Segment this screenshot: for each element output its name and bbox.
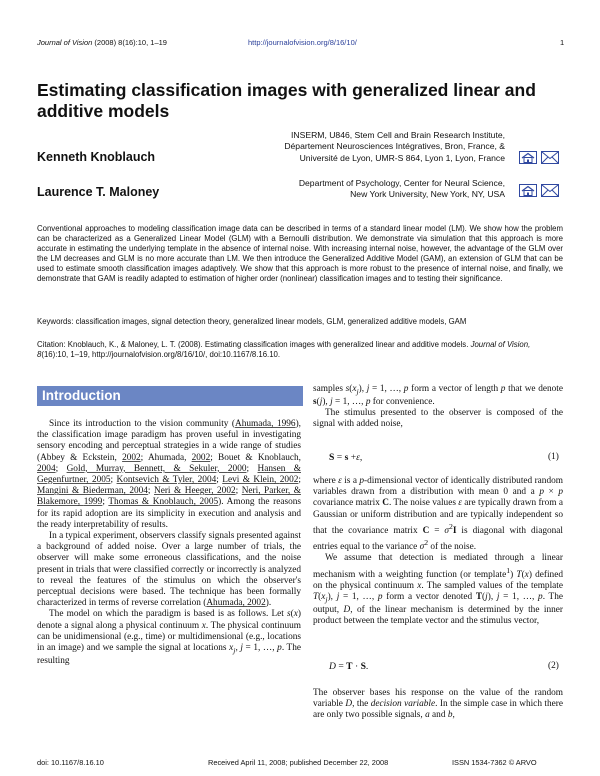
footnote-link[interactable]: 1 xyxy=(506,565,511,575)
column-right-end xyxy=(313,688,563,722)
mail-icon[interactable] xyxy=(541,184,559,197)
footer-doi: doi: 10.1167/8.16.10 xyxy=(37,758,104,767)
paragraph: The stimulus presented to the observer is composed of the signal with added noise, xyxy=(313,408,563,430)
journal-citation: (2008) 8(16):10, 1–19 xyxy=(94,38,167,47)
reference-link[interactable]: 2002 xyxy=(279,475,299,486)
citation: Citation: Knoblauch, K., & Maloney, L. T. (2008). Estimating classification images with generalized linear and additive models. Journal of Vision, 8(16):10, 1–19, http://journalofvision.org/8/16/10/, doi:10.1167/8.16.10. xyxy=(37,340,531,359)
footer-issn: ISSN 1534-7362 © ARVO xyxy=(452,758,537,767)
reference-link[interactable]: 2002 xyxy=(217,486,236,497)
journal-url[interactable]: http://journalofvision.org/8/16/10/ xyxy=(248,38,357,47)
reference-link[interactable]: 2002 xyxy=(122,452,141,463)
home-icon[interactable] xyxy=(519,151,537,164)
equation-1: S = s +ε, xyxy=(329,452,363,463)
author-2-affiliation: Department of Psychology, Center for Neural Science, New York University, New York, NY, USA xyxy=(298,178,505,200)
paper-title: Estimating classification images with generalized linear and additive models xyxy=(37,80,536,121)
author-1-name: Kenneth Knoblauch xyxy=(37,150,156,164)
footer-received: Received April 11, 2008; published December 22, 2008 xyxy=(208,758,389,767)
column-right-continued xyxy=(313,476,563,628)
paragraph: We assume that detection is mediated through a linear mechanism with a weighting function (or template$^1$) T(x) defined on the physical continuum x. The sampled values of the template $T(x_j)$, j = 1, …, p form a vector denoted T(j), j = 1, …, p. The output, D, of the linear mechanism is determined by the inner product between the template vector and the stimulus vector, xyxy=(313,553,563,627)
journal-name: Journal of Vision xyxy=(37,38,93,47)
keywords: Keywords: classification images, signal detection theory, generalized linear models, GLM, generalized additive models, GAM xyxy=(37,317,467,326)
reference-link[interactable]: Kontsevich & Tyler, xyxy=(116,475,198,486)
reference-link[interactable]: Ahumada, xyxy=(206,598,248,609)
paragraph: Since its introduction to the vision community (Ahumada, 1996), the classification image paradigm has proven useful in investigating sensory encoding and perceptual strategies in a wide range of studies (Abbey & Eckstein, 2002; Ahumada, 2002; Bouet & Knoblauch, 2004; Gold, Murray, Bennett, & Sekuler, 2000; Hansen & Gegenfurtner, 2005; Kontsevich & Tyler, 2004; Levi & Klein, 2002; Mangini & Biederman, 2004; Neri & Heeger, 2002; Neri, Parker, & Blakemore, 1999; Thomas & Knoblauch, 2005). Among the reasons for its rapid adoption are its simplicity in execution and analysis and the ready interpretability of results. xyxy=(37,419,301,530)
reference-link[interactable]: 2004 xyxy=(129,486,148,497)
reference-link[interactable]: 2002 xyxy=(191,452,211,463)
mail-icon[interactable] xyxy=(541,151,559,164)
page-number: 1 xyxy=(560,38,565,47)
equation-1-number: (1) xyxy=(548,452,559,462)
paragraph: In a typical experiment, observers classify signals presented against a background of added noise. Over a large number of trials, the observer will make some erroneous classifications, and the noise present in trials that were classified correctly or incorrectly is analyzed to reveal the features of the stimulus on which the observer's perceptual decisions were based. The technique has been formally characterized in terms of reverse correlation (Ahumada, 2002). xyxy=(37,531,301,609)
reference-link[interactable]: Neri & Heeger, xyxy=(154,486,218,497)
reference-link[interactable]: Gold, Murray, Bennett, & Sekuler, xyxy=(66,463,228,474)
reference-link[interactable]: 2005 xyxy=(199,497,219,508)
reference-link[interactable]: Hansen & Gegenfurtner, xyxy=(37,463,301,486)
paragraph: The observer bases his response on the value of the random variable D, the decision variable. In the simple case in which there are only two possible signals, a and b, xyxy=(313,688,563,721)
paragraph: samples $s(x_j)$, j = 1, …, p form a vector of length p that we denote s(j), j = 1, …, p for convenience. xyxy=(313,384,563,408)
reference-link[interactable]: 2005 xyxy=(91,475,111,486)
reference-link[interactable]: Mangini & Biederman, xyxy=(37,486,130,497)
section-heading-introduction: Introduction xyxy=(37,386,303,406)
column-right xyxy=(313,384,563,431)
author-2-icons xyxy=(519,184,563,198)
author-1-icons xyxy=(519,151,563,165)
paragraph: where ε is a p-dimensional vector of identically distributed random variables drawn from a distribution with mean 0 and a p × p covariance matrix C. The noise values ε are typically drawn from a Gaussian or uniform distribution and are typically independent so that the covariance matrix $C = \sigma^2I$ is diagonal with diagonal entries equal to the variance $\sigma^2$ of the noise. xyxy=(313,476,563,553)
reference-link[interactable]: Thomas & Knoblauch, xyxy=(108,497,200,508)
paragraph: The model on which the paradigm is based is as follows. Let s(x) denote a signal along a physical continuum x. The physical continuum can be unidimensional (e.g., time) or multidimensional (e.g., locations in an image) and we sample the signal at locations $x_j$, j = 1, …, p. The resulting xyxy=(37,609,302,667)
column-left xyxy=(37,419,301,667)
reference-link[interactable]: 2004 xyxy=(37,463,56,474)
equation-2-number: (2) xyxy=(548,661,559,671)
abstract: Conventional approaches to modeling classification image data can be described in terms of a standard linear model (LM). We show how the problem can be characterized as a Generalized Linear Model (GLM) with a Bernoulli distribution. We demonstrate via simulation that this approach is more accurate in estimating the underlying template in the absence of internal noise. With increasing internal noise, however, the advantage of the GLM over the LM decreases and GLM is no more accurate than LM. We then introduce the Generalized Additive Model (GAM), an extension of GLM that can be used to estimate smooth classification images adaptively. We show that this approach is more robust to the presence of internal noise, and finally, we demonstrate that GAM is readily adapted to estimation of higher order (nonlinear) classification images and to testing their significance. xyxy=(37,224,563,283)
reference-link[interactable]: 1999 xyxy=(83,497,103,508)
equation-2: D = T · S. xyxy=(329,661,369,672)
reference-link[interactable]: 2004 xyxy=(197,475,217,486)
author-2-name: Laurence T. Maloney xyxy=(37,185,160,199)
reference-link[interactable]: 2002 xyxy=(247,598,266,609)
reference-link[interactable]: Levi & Klein, xyxy=(222,475,280,486)
author-1-affiliation: INSERM, U846, Stem Cell and Brain Research Institute, Département Neurosciences Intégratives, Bron, France, & Université de Lyon, UMR-S 864, Lyon 1, Lyon, France xyxy=(284,130,505,163)
reference-link[interactable]: 2000 xyxy=(227,463,247,474)
running-header xyxy=(37,38,167,47)
reference-link[interactable]: Neri, Parker, & Blakemore, xyxy=(37,486,301,508)
home-icon[interactable] xyxy=(519,184,537,197)
reference-link[interactable]: Ahumada, 1996 xyxy=(235,419,296,429)
